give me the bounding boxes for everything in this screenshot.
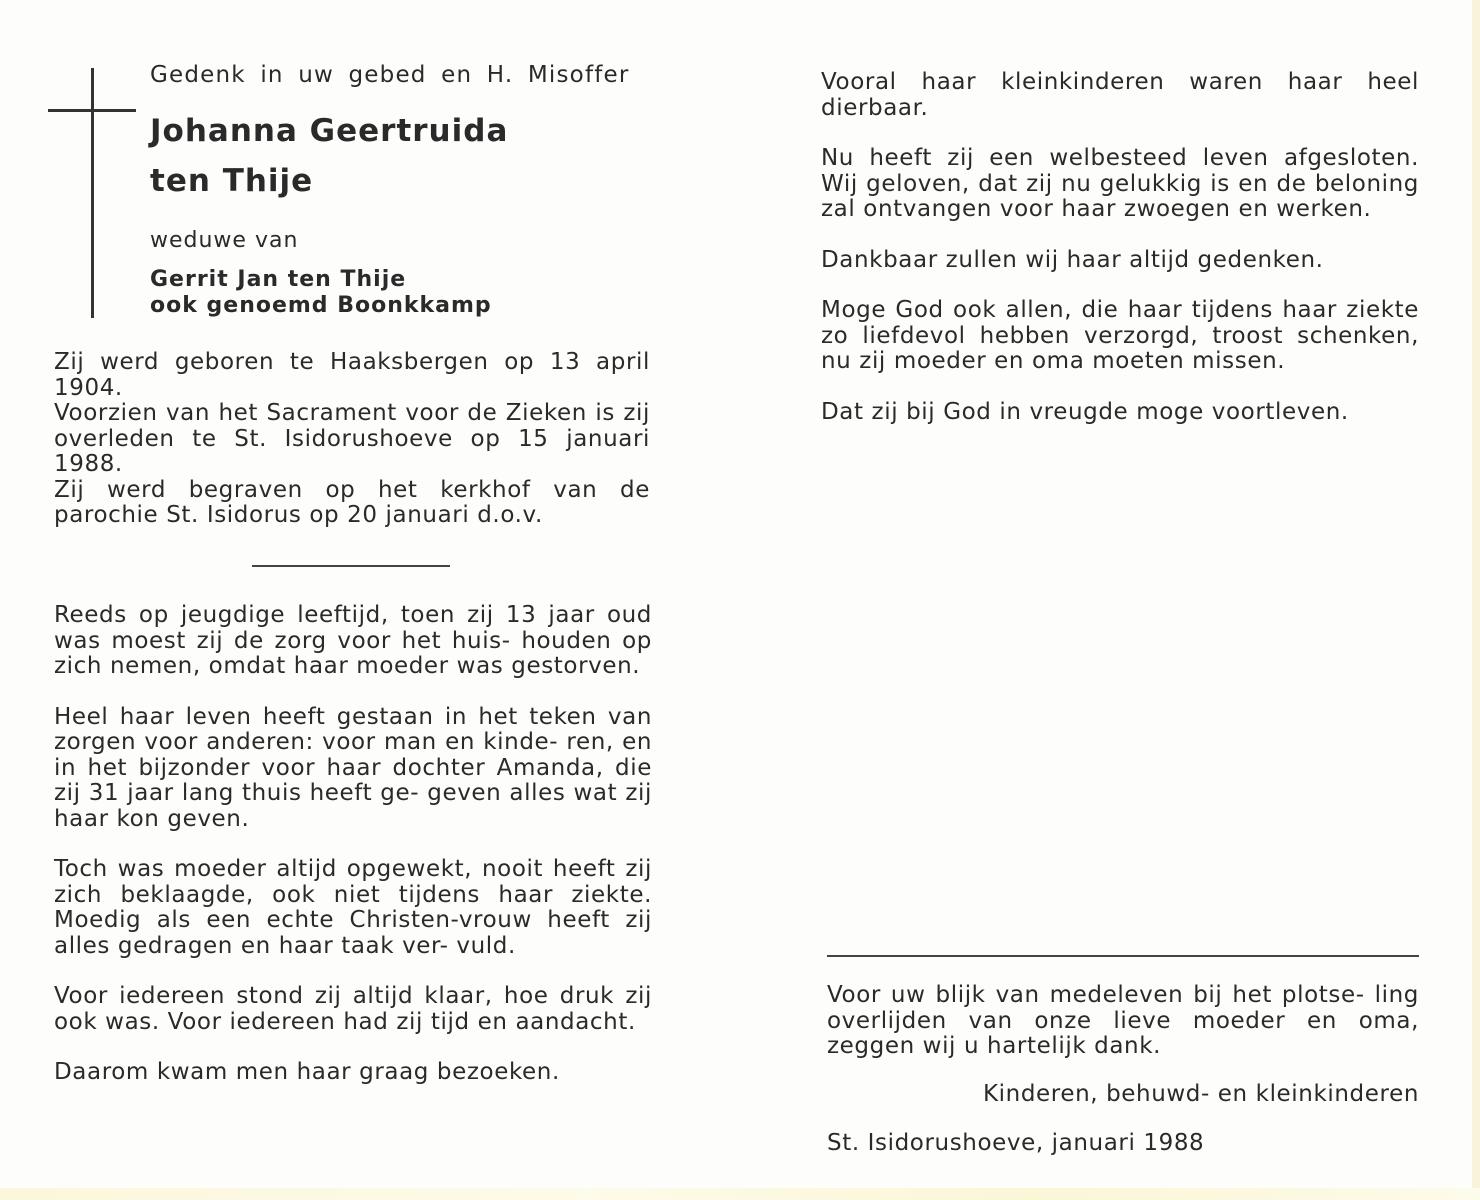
right-paragraph: Vooral haar kleinkinderen waren haar heel dierbaar. (821, 69, 1419, 121)
divider-short (252, 565, 450, 567)
bio-birth: Zij werd geboren te Haaksbergen op 13 april 1904. (54, 349, 650, 401)
signoff: Kinderen, behuwd- en kleinkinderen (982, 1081, 1419, 1107)
right-paragraph: Dankbaar zullen wij haar altijd gedenken. (821, 246, 1324, 273)
place-date: St. Isidorushoeve, januari 1988 (827, 1130, 1205, 1156)
thanks-paragraph: Voor uw blijk van medeleven bij het plotse- ling overlijden van onze lieve moeder en oma, zeggen wij u hartelijk dank. (827, 982, 1419, 1059)
header-block (150, 62, 670, 319)
story-paragraph: Voor iedereen stond zij altijd klaar, hoe druk zij ook was. Voor iedereen had zij tijd en aandacht. (54, 983, 652, 1035)
right-paragraph: Nu heeft zij een welbesteed leven afgesloten. Wij geloven, dat zij nu gelukkig is en de beloning zal ontvangen voor haar zwoegen en werken. (821, 145, 1419, 222)
deceased-name-line2: ten Thije (150, 163, 314, 199)
deceased-name-line1: Johanna Geertruida (150, 113, 509, 149)
widow-of-label: weduwe van (150, 228, 299, 253)
right-column (821, 70, 1419, 450)
bio-block (54, 350, 650, 529)
story-paragraph: Heel haar leven heeft gestaan in het teken van zorgen voor anderen: voor man en kinde- ren, en in het bijzonder voor haar dochter Amanda, die zij 31 jaar lang thuis heeft ge- geven alles wat zij haar kon geven. (54, 703, 652, 832)
thanks-block (827, 983, 1419, 1060)
divider-long (827, 955, 1419, 957)
right-paragraph: Moge God ook allen, die haar tijdens haar ziekte zo liefdevol hebben verzorgd, troost schenken, nu zij moeder en oma moeten missen. (821, 297, 1419, 374)
bio-burial: Zij werd begraven op het kerkhof van de parochie St. Isidorus op 20 januari d.o.v. (54, 476, 650, 528)
story-paragraph: Reeds op jeugdige leeftijd, toen zij 13 jaar oud was moest zij de zorg voor het huis- houden op zich nemen, omdat haar moeder was gestorven. (54, 602, 652, 679)
cross-icon-horizontal (48, 109, 136, 112)
cross-icon-vertical (91, 68, 94, 318)
husband-name-line2: ook genoemd Boonkkamp (150, 293, 492, 318)
bio-death: Voorzien van het Sacrament voor de Zieken is zij overleden te St. Isidorushoeve op 15 januari 1988. (54, 400, 650, 477)
right-paragraph: Dat zij bij God in vreugde moge voortleven. (821, 398, 1349, 425)
story-paragraph: Daarom kwam men haar graag bezoeken. (54, 1059, 560, 1085)
paper-edge-bottom (0, 1188, 1480, 1200)
paper-edge-right (1472, 0, 1480, 1200)
story-paragraph: Toch was moeder altijd opgewekt, nooit heeft zij zich beklaagde, ook niet tijdens haar ziekte. Moedig als een echte Christen-vrouw heeft zij alles gedragen en haar taak ver- vuld. (54, 856, 652, 959)
husband-name-line1: Gerrit Jan ten Thije (150, 267, 407, 292)
intro-line: Gedenk in uw gebed en H. Misoffer (150, 62, 630, 88)
story-block (54, 603, 652, 1111)
